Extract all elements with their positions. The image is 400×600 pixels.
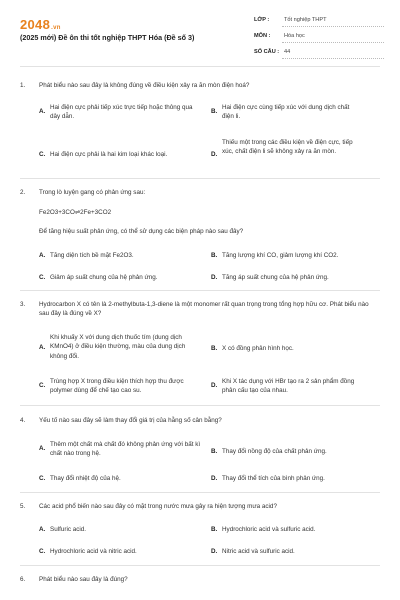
logo-domain: .vn — [51, 25, 61, 31]
option-letter: A. — [39, 344, 46, 351]
option-text: Thay đổi nồng độ của chất phản ứng. — [222, 448, 327, 455]
site-logo[interactable] — [20, 17, 61, 32]
question-divider — [20, 565, 380, 566]
option-letter: B. — [211, 526, 218, 533]
question-divider — [20, 290, 380, 291]
option-text: Hai điện cực phải là hai kim loại khác loại. — [50, 151, 168, 158]
info-label: MÔN : — [254, 33, 271, 39]
option-letter: C. — [39, 151, 46, 158]
logo-text: 2048 — [20, 17, 51, 32]
option-letter: A. — [39, 252, 46, 259]
option-letter: D. — [211, 151, 218, 158]
option-text: Thay đổi nhiệt độ của hệ. — [50, 475, 121, 482]
question-text: Trong lò luyện gang có phản ứng sau: — [39, 189, 146, 196]
option-letter: C. — [39, 382, 46, 389]
option-letter: D. — [211, 475, 218, 482]
option-text: Nitric acid và sulfuric acid. — [222, 548, 295, 555]
question-text: Hydrocarbon X có tên là 2-methylbuta-1,3-diene là một monomer rất quan trọng trong tổng hợp hữu cơ. Phát biểu nào sau đây là đúng về X? — [39, 301, 369, 318]
option-letter: A. — [39, 526, 46, 533]
question-divider — [20, 405, 380, 406]
question-number: 3. — [20, 301, 26, 308]
option-letter: B. — [211, 448, 218, 455]
info-underline — [282, 58, 384, 59]
option-letter: D. — [211, 274, 218, 281]
question-subtext: Để tăng hiệu suất phản ứng, có thể sử dụng các biện pháp nào sau đây? — [39, 228, 244, 235]
question-number: 2. — [20, 189, 26, 196]
option-text: Tăng áp suất chung của hệ phản ứng. — [222, 274, 329, 281]
option-letter: C. — [39, 548, 46, 555]
info-label: LỚP : — [254, 17, 270, 23]
option-text: Thêm một chất mà chất đó không phản ứng với bất kì chất nào trong hệ. — [50, 441, 201, 458]
info-label: SỐ CÂU : — [254, 49, 280, 55]
option-text: Thiếu một trong các điều kiện về điện cực, tiếp xúc, chất điện li sẽ không xảy ra ăn mòn. — [222, 139, 353, 156]
info-value: Tốt nghiệp THPT — [284, 17, 327, 23]
option-text: Khi X tác dụng với HBr tạo ra 2 sản phẩm đồng phân cấu tạo của nhau. — [222, 378, 355, 395]
info-value: Hóa học — [284, 33, 305, 39]
option-letter: C. — [39, 274, 46, 281]
option-text: Hai điện cực cùng tiếp xúc với dung dịch chất điện li. — [222, 104, 350, 121]
question-text: Phát biểu nào sau đây là đúng? — [39, 576, 128, 583]
option-letter: B. — [211, 252, 218, 259]
info-underline — [282, 42, 384, 43]
option-text: Giảm áp suất chung của hệ phản ứng. — [50, 274, 158, 281]
option-text: Trùng hợp X trong điều kiện thích hợp thu được polymer dùng để chế tạo cao su. — [50, 378, 184, 395]
question-text: Các acid phổ biến nào sau đây có mặt trong nước mưa gây ra hiện tượng mưa acid? — [39, 503, 277, 510]
question-number: 4. — [20, 417, 26, 424]
option-text: X có đồng phân hình học. — [222, 345, 294, 352]
info-class — [254, 14, 384, 27]
option-text: Khi khuấy X với dung dịch thuốc tím (dung dịch KMnO4) ở điều kiện thường, màu của dung dịch không đổi. — [50, 334, 186, 360]
reaction-equation: Fe2O3+3CO⇌2Fe+3CO2 — [39, 209, 112, 216]
option-letter: B. — [211, 108, 218, 115]
option-letter: B. — [211, 345, 218, 352]
question-number: 5. — [20, 503, 26, 510]
question-number: 6. — [20, 576, 26, 583]
option-letter: D. — [211, 382, 218, 389]
header-divider — [20, 66, 380, 67]
exam-title: (2025 mới) Đề ôn thi tốt nghiệp THPT Hóa (Đề số 3) — [20, 33, 195, 42]
question-divider — [20, 178, 380, 179]
info-subject — [254, 30, 384, 43]
option-text: Thay đổi thể tích của bình phản ứng. — [222, 475, 325, 482]
info-underline — [282, 26, 384, 27]
info-value: 44 — [284, 49, 291, 55]
option-text: Tăng diện tích bề mặt Fe2O3. — [50, 252, 134, 259]
option-text: Hai điện cực phải tiếp xúc trực tiếp hoặc thông qua dây dẫn. — [50, 104, 193, 121]
option-letter: A. — [39, 108, 46, 115]
question-divider — [20, 492, 380, 493]
option-text: Hydrochloric acid và sulfuric acid. — [222, 526, 316, 533]
option-text: Tăng lượng khí CO, giảm lượng khí CO2. — [222, 252, 339, 259]
question-text: Phát biểu nào sau đây là không đúng về điều kiện xảy ra ăn mòn điện hoá? — [39, 82, 250, 89]
question-number: 1. — [20, 82, 26, 89]
option-text: Hydrochloric acid và nitric acid. — [50, 548, 137, 555]
question-text: Yếu tố nào sau đây sẽ làm thay đổi giá trị của hằng số cân bằng? — [39, 417, 222, 424]
document-header — [0, 0, 400, 72]
option-letter: A. — [39, 445, 46, 452]
option-letter: D. — [211, 548, 218, 555]
option-letter: C. — [39, 475, 46, 482]
option-text: Sulfuric acid. — [50, 526, 87, 533]
info-question-count — [254, 46, 384, 59]
